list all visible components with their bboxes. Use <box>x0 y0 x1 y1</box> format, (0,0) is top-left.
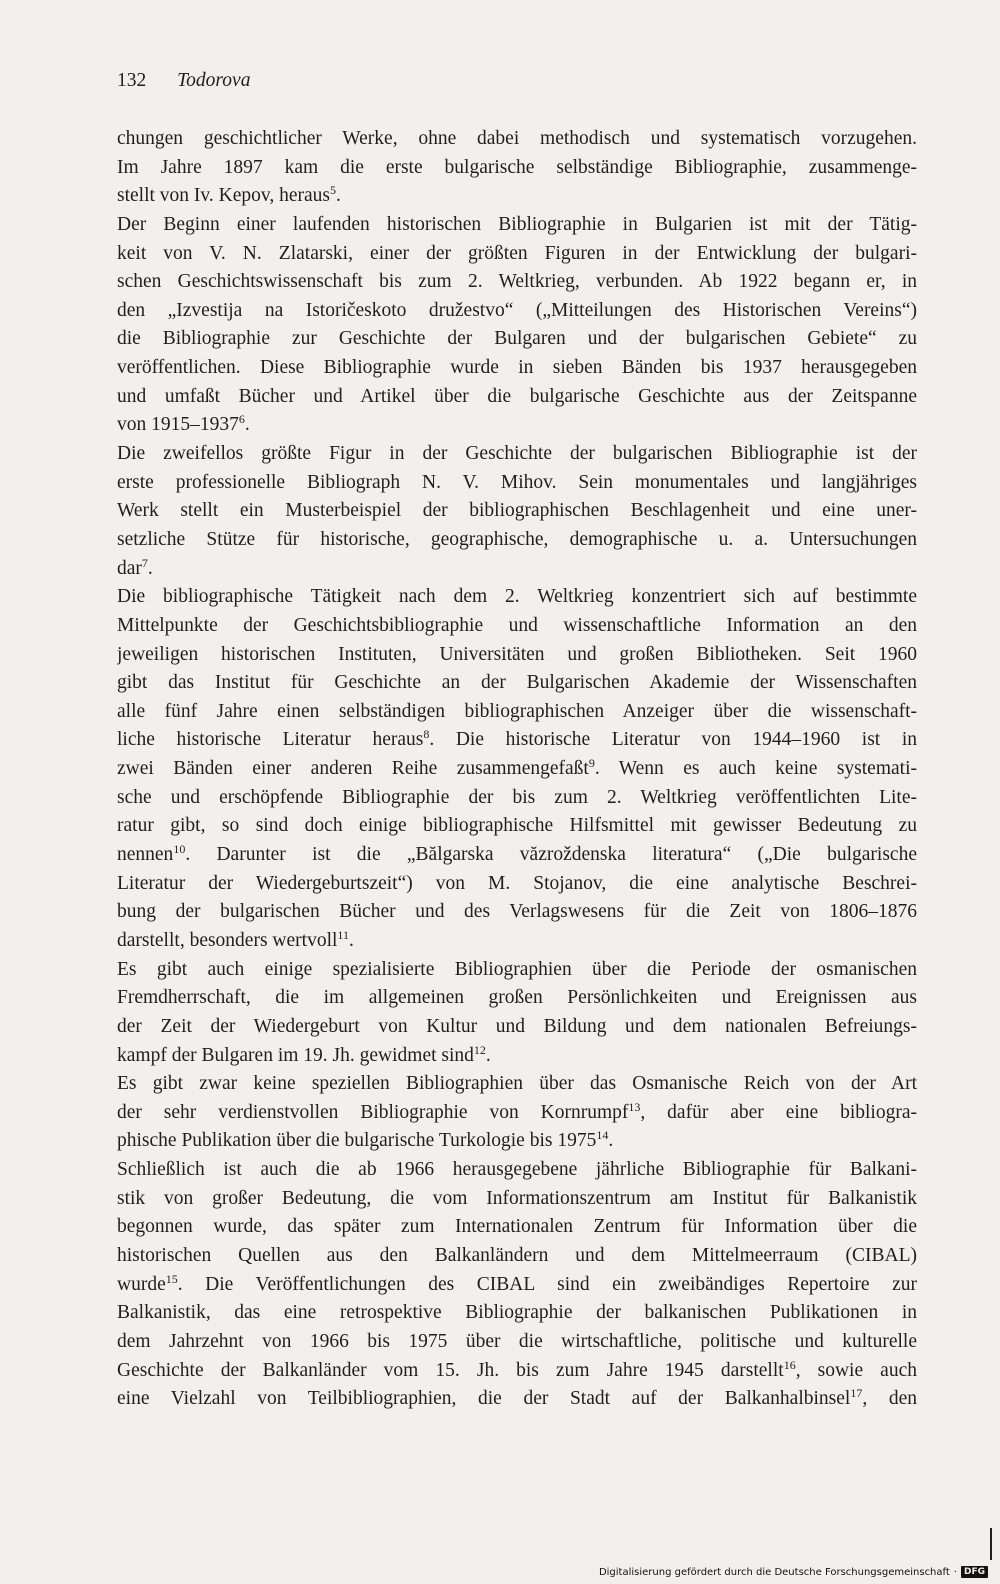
footnote-marker: 14 <box>596 1128 609 1143</box>
line-text-continued: . <box>485 1044 491 1066</box>
text-line <box>117 469 917 498</box>
line-text: phische Publikation über die bulgarische Turkologie bis 1975 <box>117 1130 597 1152</box>
page-header <box>117 66 250 96</box>
line-text: den „Izvestija na Istoričeskoto družestvo“ („Mitteilungen des Historischen Vereins“) <box>117 299 917 321</box>
line-text: von 1915–1937 <box>117 414 239 436</box>
footnote-marker: 15 <box>165 1271 178 1286</box>
line-text: Es gibt zwar keine speziellen Bibliographien über das Osmanische Reich von der Art <box>117 1073 917 1095</box>
text-line <box>117 612 917 641</box>
line-text-continued: , den <box>862 1388 917 1410</box>
line-text: dar <box>117 557 142 579</box>
footnote-marker: 12 <box>473 1042 486 1057</box>
running-head: Todorova <box>177 70 251 91</box>
digitization-credit <box>599 1566 988 1578</box>
text-line <box>117 669 917 698</box>
text-line <box>117 1213 917 1242</box>
line-text-continued: . Darunter ist die „Bălgarska văzroždenska literatura“ („Die bulgarische <box>185 844 917 866</box>
text-line <box>117 440 917 469</box>
text-line <box>117 125 917 154</box>
footnote-marker: 9 <box>588 756 595 771</box>
line-text: der sehr verdienstvollen Bibliographie von Kornrumpf <box>117 1101 629 1123</box>
text-line <box>117 984 917 1013</box>
text-line <box>117 583 917 612</box>
text-line <box>117 268 917 297</box>
text-line <box>117 240 917 269</box>
text-line <box>117 154 917 183</box>
footnote-marker: 6 <box>238 412 245 427</box>
line-text: begonnen wurde, das später zum Internationalen Zentrum für Information über die <box>117 1216 917 1238</box>
line-text: Die bibliographische Tätigkeit nach dem 2. Weltkrieg konzentriert sich auf bestimmte <box>117 586 917 608</box>
text-line <box>117 297 917 326</box>
line-text: historischen Quellen aus den Balkanländern und dem Mittelmeerraum (CIBAL) <box>117 1244 917 1266</box>
text-line <box>117 1385 917 1414</box>
line-text: keit von V. N. Zlatarski, einer der größten Figuren in der Entwicklung der bulgari- <box>117 242 917 264</box>
line-text: zwei Bänden einer anderen Reihe zusammengefaßt <box>117 758 589 780</box>
footnote-marker: 17 <box>850 1386 863 1401</box>
line-text: schen Geschichtswissenschaft bis zum 2. Weltkrieg, verbunden. Ab 1922 begann er, in <box>117 271 917 293</box>
text-line <box>117 526 917 555</box>
line-text: der Zeit der Wiedergeburt von Kultur und Bildung und dem nationalen Befreiungs- <box>117 1015 917 1037</box>
text-line <box>117 1042 917 1071</box>
text-line <box>117 841 917 870</box>
text-line <box>117 927 917 956</box>
line-text: alle fünf Jahre einen selbständigen bibliographischen Anzeiger über die wissenschaft- <box>117 700 917 722</box>
line-text-continued: . <box>348 929 354 951</box>
line-text: Im Jahre 1897 kam die erste bulgarische selbständige Bibliographie, zusammenge- <box>117 156 917 178</box>
text-line <box>117 956 917 985</box>
text-line <box>117 1328 917 1357</box>
line-text: Literatur der Wiedergeburtszeit“) von M. Stojanov, die eine analytische Beschrei- <box>117 872 917 894</box>
credit-separator: · <box>953 1566 957 1578</box>
footnote-marker: 5 <box>330 183 337 198</box>
line-text-continued: , sowie auch <box>795 1359 917 1381</box>
page-number: 132 <box>117 70 147 91</box>
line-text-continued: , dafür aber eine bibliogra- <box>640 1101 917 1123</box>
line-text: kampf der Bulgaren im 19. Jh. gewidmet sind <box>117 1044 474 1066</box>
text-line <box>117 1185 917 1214</box>
line-text: die Bibliographie zur Geschichte der Bulgaren und der bulgarischen Gebiete“ zu <box>117 328 917 350</box>
body-text <box>117 125 917 1414</box>
line-text: dem Jahrzehnt von 1966 bis 1975 über die wirtschaftliche, politische und kulturelle <box>117 1330 917 1352</box>
text-line <box>117 383 917 412</box>
text-line <box>117 755 917 784</box>
line-text: erste professionelle Bibliograph N. V. Mihov. Sein monumentales und langjähriges <box>117 471 917 493</box>
text-line <box>117 1357 917 1386</box>
text-line <box>117 497 917 526</box>
text-line <box>117 726 917 755</box>
line-text: und umfaßt Bücher und Artikel über die bulgarische Geschichte aus der Zeitspanne <box>117 385 917 407</box>
text-line <box>117 325 917 354</box>
line-text: Werk stellt ein Musterbeispiel der bibliographischen Beschlagenheit und eine uner- <box>117 500 917 522</box>
text-line <box>117 1271 917 1300</box>
line-text: darstellt, besonders wertvoll <box>117 929 338 951</box>
text-line <box>117 1156 917 1185</box>
line-text: stellt von Iv. Kepov, heraus <box>117 185 331 207</box>
line-text-continued: . Wenn es auch keine systemati- <box>594 758 917 780</box>
footnote-marker: 7 <box>141 555 148 570</box>
text-line <box>117 870 917 899</box>
line-text: Der Beginn einer laufenden historischen Bibliographie in Bulgarien ist mit der Tätig- <box>117 213 917 235</box>
text-line <box>117 1299 917 1328</box>
line-text: Fremdherrschaft, die im allgemeinen großen Persönlichkeiten und Ereignissen aus <box>117 987 917 1009</box>
text-line <box>117 1127 917 1156</box>
line-text: ratur gibt, so sind doch einige bibliographische Hilfsmittel mit gewisser Bedeutung zu <box>117 815 917 837</box>
line-text: Die zweifellos größte Figur in der Geschichte der bulgarischen Bibliographie ist der <box>117 443 917 465</box>
line-text: eine Vielzahl von Teilbibliographien, die der Stadt auf der Balkanhalbinsel <box>117 1388 851 1410</box>
footnote-marker: 16 <box>783 1357 796 1372</box>
line-text: chungen geschichtlicher Werke, ohne dabei methodisch und systematisch vorzugehen. <box>117 128 917 149</box>
text-line <box>117 1013 917 1042</box>
text-line <box>117 1242 917 1271</box>
line-text-continued: . Die historische Literatur von 1944–1960 ist in <box>429 729 917 751</box>
text-line <box>117 1070 917 1099</box>
line-text: setzliche Stütze für historische, geographische, demographische u. a. Untersuchungen <box>117 528 917 550</box>
line-text-continued: . Die Veröffentlichungen des CIBAL sind ein zweibändiges Repertoire zur <box>177 1273 917 1295</box>
dfg-logo: DFG <box>961 1566 988 1578</box>
text-line <box>117 784 917 813</box>
line-text: wurde <box>117 1273 166 1295</box>
text-line <box>117 211 917 240</box>
text-line <box>117 411 917 440</box>
line-text: Es gibt auch einige spezialisierte Bibliographien über die Periode der osmanischen <box>117 958 917 980</box>
credit-text: Digitalisierung gefördert durch die Deutsche Forschungsgemeinschaft <box>598 1566 950 1578</box>
footnote-marker: 10 <box>173 842 186 857</box>
line-text: Mittelpunkte der Geschichtsbibliographie und wissenschaftliche Information an den <box>117 614 917 636</box>
line-text: Balkanistik, das eine retrospektive Bibliographie der balkanischen Publikationen in <box>117 1302 917 1324</box>
footnote-marker: 8 <box>423 727 430 742</box>
text-line <box>117 555 917 584</box>
line-text-continued: . <box>244 414 250 436</box>
footnote-marker: 13 <box>628 1099 641 1114</box>
line-text: Geschichte der Balkanländer vom 15. Jh. bis zum Jahre 1945 darstellt <box>117 1359 784 1381</box>
text-line <box>117 182 917 211</box>
footnote-marker: 11 <box>337 927 349 942</box>
line-text: Schließlich ist auch die ab 1966 herausgegebene jährliche Bibliographie für Balkani- <box>117 1159 917 1181</box>
line-text: bung der bulgarischen Bücher und des Verlagswesens für die Zeit von 1806–1876 <box>117 901 917 923</box>
line-text: sche und erschöpfende Bibliographie der bis zum 2. Weltkrieg veröffentlichten Lite- <box>117 786 917 808</box>
line-text-continued: . <box>147 557 153 579</box>
line-text: liche historische Literatur heraus <box>117 729 424 751</box>
line-text-continued: . <box>336 185 341 207</box>
line-text: nennen <box>117 844 174 866</box>
text-line <box>117 898 917 927</box>
text-line <box>117 812 917 841</box>
text-line <box>117 1099 917 1128</box>
line-text: veröffentlichen. Diese Bibliographie wurde in sieben Bänden bis 1937 herausgegeben <box>117 357 917 379</box>
text-line <box>117 641 917 670</box>
line-text: stik von großer Bedeutung, die vom Informationszentrum am Institut für Balkanistik <box>117 1187 917 1209</box>
line-text: jeweiligen historischen Instituten, Universitäten und großen Bibliotheken. Seit 1960 <box>117 643 917 665</box>
text-line <box>117 698 917 727</box>
page-edge-mark <box>990 1528 992 1560</box>
line-text-continued: . <box>608 1130 614 1152</box>
line-text: gibt das Institut für Geschichte an der Bulgarischen Akademie der Wissenschaften <box>117 672 917 694</box>
text-line <box>117 354 917 383</box>
